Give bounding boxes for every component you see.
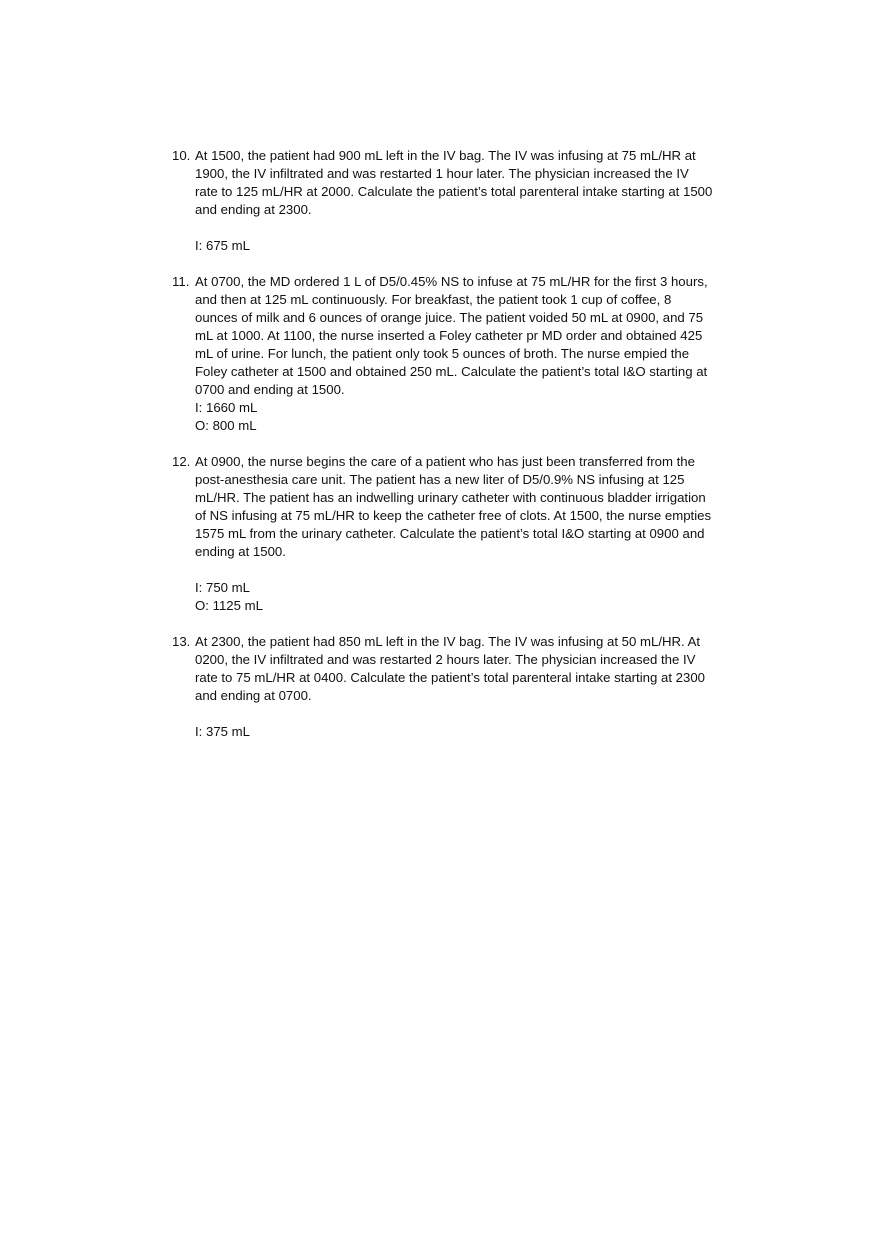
question-item-11 — [172, 273, 742, 435]
question-text: At 2300, the patient had 850 mL left in the IV bag. The IV was infusing at 50 mL/HR. At 0200, the IV infiltrated and was restarted 2 hours later. The physician increased the IV rate to 75 mL/HR at 0400. Calculate the patient’s total parenteral intake starting at 2300 and ending at 0700. — [195, 634, 705, 703]
output-answer: O: 800 mL — [195, 418, 257, 433]
intake-answer: I: 1660 mL — [195, 400, 258, 415]
spacer — [172, 255, 742, 273]
spacer — [195, 705, 742, 723]
spacer — [195, 219, 742, 237]
question-number: 10. — [172, 148, 191, 163]
intake-answer: I: 675 mL — [195, 238, 250, 253]
spacer — [195, 561, 742, 579]
output-answer: O: 1125 mL — [195, 598, 263, 613]
intake-answer: I: 375 mL — [195, 724, 250, 739]
question-item-10 — [172, 147, 742, 255]
spacer — [172, 615, 742, 633]
question-text: At 1500, the patient had 900 mL left in the IV bag. The IV was infusing at 75 mL/HR at 1900, the IV infiltrated and was restarted 1 hour later. The physician increased the IV rate to 125 mL/HR at 2000. Calculate the patient’s total parenteral intake starting at 1500 and ending at 2300. — [195, 148, 713, 217]
question-number: 12. — [172, 454, 191, 469]
intake-answer: I: 750 mL — [195, 580, 250, 595]
question-item-12 — [172, 453, 742, 615]
question-item-13 — [172, 633, 742, 741]
question-number: 13. — [172, 634, 191, 649]
question-list — [172, 147, 742, 741]
question-text: At 0900, the nurse begins the care of a patient who has just been transferred from the post-anesthesia care unit. The patient has a new liter of D5/0.9% NS infusing at 125 mL/HR. The patient has an indwelling urinary catheter with continuous bladder irrigation of NS infusing at 75 mL/HR to keep the catheter free of clots. At 1500, the nurse empties 1575 mL from the urinary catheter. Calculate the patient’s total I&O starting at 0900 and ending at 1500. — [195, 454, 712, 559]
question-number: 11. — [172, 274, 190, 289]
question-text: At 0700, the MD ordered 1 L of D5/0.45% NS to infuse at 75 mL/HR for the first 3 hours, and then at 125 mL continuously. For breakfast, the patient took 1 cup of coffee, 8 ounces of milk and 6 ounces of orange juice. The patient voided 50 mL at 0900, and 75 mL at 1000. At 1100, the nurse inserted a Foley catheter pr MD order and obtained 425 mL of urine. For lunch, the patient only took 5 ounces of broth. The nurse empied the Foley catheter at 1500 and obtained 250 mL. Calculate the patient’s total I&O starting at 0700 and ending at 1500. — [195, 274, 708, 397]
spacer — [172, 435, 742, 453]
